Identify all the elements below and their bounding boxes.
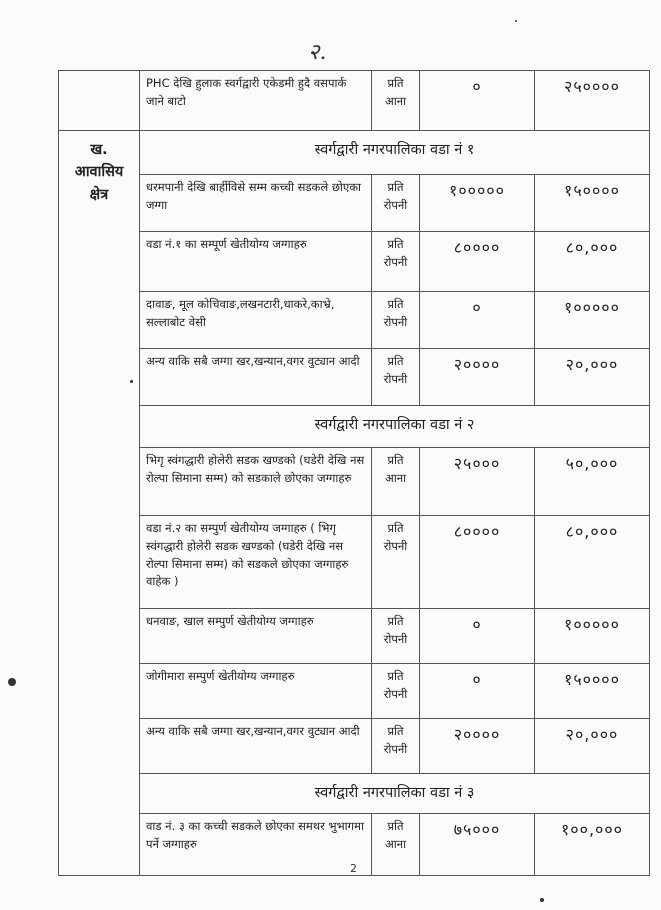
rate-value-2: ८०,००० bbox=[535, 516, 650, 609]
unit-cell: प्रति रोपनी bbox=[372, 175, 420, 232]
rate-value-2: २५०००० bbox=[535, 71, 650, 131]
page-number: 2 bbox=[350, 862, 357, 875]
table-row bbox=[59, 664, 650, 719]
unit-cell: प्रति आना bbox=[372, 71, 420, 131]
scan-speck bbox=[8, 678, 16, 686]
ward-header-row bbox=[59, 774, 650, 814]
description-cell: भिगृ स्वंगद्धारी होलेरी सडक खण्डको (घडेरी देखि नस रोल्पा सिमाना सम्म) को सडकाले छोएका जग्गाहरु bbox=[140, 448, 372, 516]
rate-value-2: १००,००० bbox=[535, 814, 650, 876]
scan-speck bbox=[540, 898, 544, 902]
category-cell bbox=[59, 131, 140, 876]
category-label: आवासिय bbox=[74, 164, 124, 181]
unit-cell: प्रति रोपनी bbox=[372, 232, 420, 292]
table-row bbox=[59, 448, 650, 516]
rate-value-2: २०,००० bbox=[535, 719, 650, 774]
ward-title: स्वर्गद्वारी नगरपालिका वडा नं ३ bbox=[140, 774, 650, 814]
unit-cell: प्रति आना bbox=[372, 814, 420, 876]
rate-value-1: ० bbox=[420, 71, 535, 131]
description-cell: जोगीमारा सम्पुर्ण खेतीयोग्य जग्गाहरु bbox=[140, 664, 372, 719]
unit-cell: प्रति रोपनी bbox=[372, 349, 420, 406]
rate-value-2: ५०,००० bbox=[535, 448, 650, 516]
rate-value-2: १५०००० bbox=[535, 175, 650, 232]
unit-cell: प्रति रोपनी bbox=[372, 516, 420, 609]
ward-title: स्वर्गद्वारी नगरपालिका वडा नं १ bbox=[140, 131, 650, 175]
description-cell: अन्य वाकि सबै जग्गा खर,खन्यान,वगर वुट्यान आदी bbox=[140, 719, 372, 774]
table-row bbox=[59, 349, 650, 406]
category-label: क्षेत्र bbox=[89, 186, 109, 203]
description-cell: धनवाङ, खाल सम्पुर्ण खेतीयोग्य जग्गाहरु bbox=[140, 609, 372, 664]
scan-speck bbox=[130, 380, 133, 383]
rate-value-1: २५००० bbox=[420, 448, 535, 516]
rate-value-2: २०,००० bbox=[535, 349, 650, 406]
unit-cell: प्रति रोपनी bbox=[372, 609, 420, 664]
rate-value-1: २०००० bbox=[420, 719, 535, 774]
land-rate-table bbox=[58, 70, 650, 876]
table-row bbox=[59, 719, 650, 774]
description-cell: वाड नं. ३ का कच्ची सडकले छोएका समथर भुभागमा पर्ने जग्गाहरु bbox=[140, 814, 372, 876]
rate-value-2: १००००० bbox=[535, 609, 650, 664]
unit-cell: प्रति रोपनी bbox=[372, 719, 420, 774]
table-row bbox=[59, 609, 650, 664]
rate-value-2: ८०,००० bbox=[535, 232, 650, 292]
rate-value-1: ८०००० bbox=[420, 516, 535, 609]
unit-cell: प्रति आना bbox=[372, 448, 420, 516]
handwritten-page-number: २. bbox=[308, 40, 327, 65]
description-cell: PHC देखि हुलाक स्वर्गद्वारी एकेडमी हुदै वसपार्क जाने बाटो bbox=[140, 71, 372, 131]
rate-value-1: ० bbox=[420, 292, 535, 349]
description-cell: अन्य वाकि सबै जग्गा खर,खन्यान,वगर वुट्यान आदी bbox=[140, 349, 372, 406]
table-row bbox=[59, 71, 650, 131]
rate-value-1: ७५००० bbox=[420, 814, 535, 876]
rate-value-1: ८०००० bbox=[420, 232, 535, 292]
table-row bbox=[59, 516, 650, 609]
ward-header-row bbox=[59, 131, 650, 175]
category-label: ख. bbox=[90, 142, 108, 158]
category-cell-empty bbox=[59, 71, 140, 131]
rate-value-1: २०००० bbox=[420, 349, 535, 406]
table-row bbox=[59, 232, 650, 292]
unit-cell: प्रति रोपनी bbox=[372, 292, 420, 349]
rate-value-2: १५०००० bbox=[535, 664, 650, 719]
rate-value-2: १००००० bbox=[535, 292, 650, 349]
description-cell: धरमपानी देखि बार्हीविसे सम्म कच्ची सडकले छोएका जग्गा bbox=[140, 175, 372, 232]
unit-cell: प्रति रोपनी bbox=[372, 664, 420, 719]
table-row bbox=[59, 175, 650, 232]
scan-speck bbox=[515, 20, 517, 22]
description-cell: वडा नं.२ का सम्पुर्ण खेतीयोग्य जग्गाहरु ( भिगृ स्वंगद्धारी होलेरी सडक खण्डको (घडेरी देखि नस रोल्पा सिमाना सम्म) को सडकले छोएका जग्गाहरु वाहेक ) bbox=[140, 516, 372, 609]
description-cell: दावाङ, मूल कोचिवाङ,लखनटारी,धाकरे,काभ्रे, सल्लाबोट वेसी bbox=[140, 292, 372, 349]
ward-header-row bbox=[59, 406, 650, 448]
description-cell: वडा नं.१ का सम्पूर्ण खेतीयोग्य जग्गाहरु bbox=[140, 232, 372, 292]
rate-value-1: ० bbox=[420, 664, 535, 719]
ward-title: स्वर्गद्वारी नगरपालिका वडा नं २ bbox=[140, 406, 650, 448]
table-row bbox=[59, 292, 650, 349]
rate-value-1: १००००० bbox=[420, 175, 535, 232]
rate-value-1: ० bbox=[420, 609, 535, 664]
